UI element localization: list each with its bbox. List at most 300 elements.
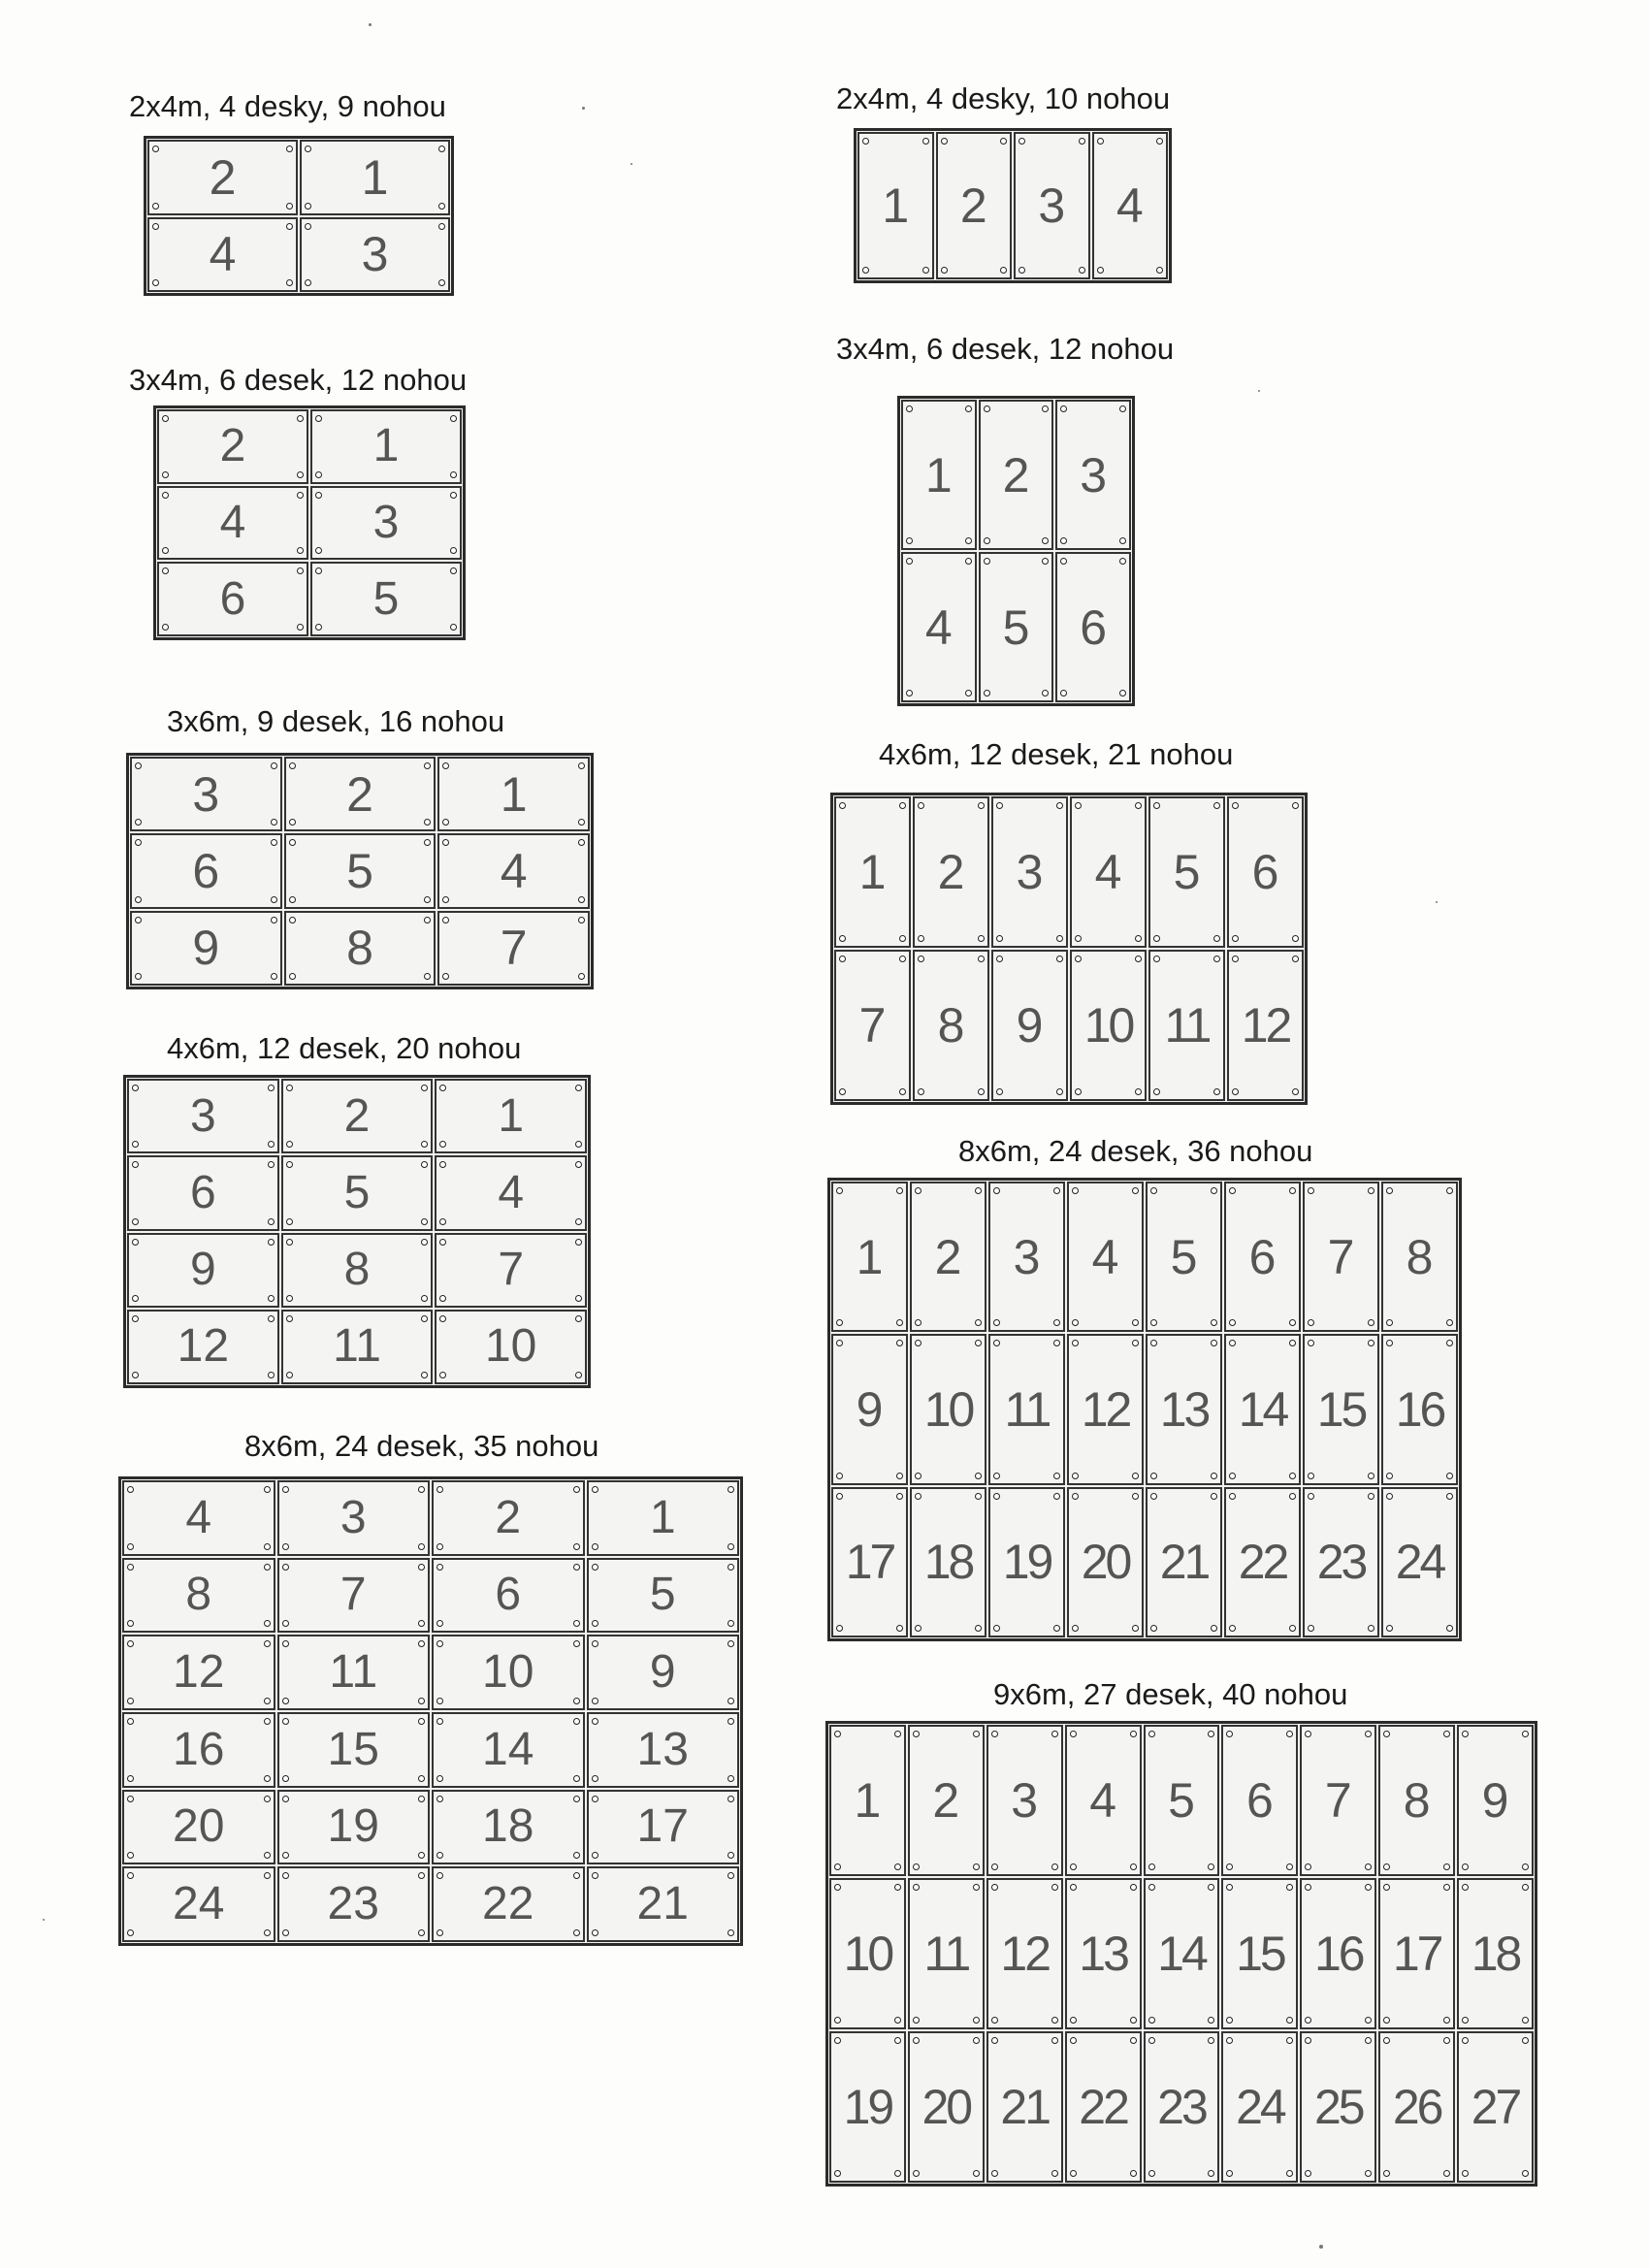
leg-marker-icon bbox=[418, 1564, 425, 1571]
leg-marker-icon bbox=[424, 973, 431, 980]
leg-marker-icon bbox=[1208, 1863, 1214, 1870]
leg-marker-icon bbox=[918, 1088, 924, 1095]
board-number: 3 bbox=[1080, 447, 1108, 502]
layout-title: 3x6m, 9 desek, 16 nohou bbox=[167, 704, 505, 738]
leg-marker-icon bbox=[1070, 1884, 1077, 1891]
leg-marker-icon bbox=[315, 567, 322, 574]
leg-marker-icon bbox=[282, 1640, 289, 1647]
leg-marker-icon bbox=[1070, 2017, 1077, 2024]
board-number: 17 bbox=[636, 1800, 689, 1853]
leg-marker-icon bbox=[1443, 2017, 1450, 2024]
board-number: 19 bbox=[843, 2080, 892, 2134]
leg-marker-icon bbox=[913, 2037, 920, 2044]
leg-marker-icon bbox=[899, 956, 906, 962]
board-number: 12 bbox=[1081, 1381, 1130, 1437]
leg-marker-icon bbox=[305, 203, 311, 210]
leg-marker-icon bbox=[1211, 1340, 1217, 1346]
leg-marker-icon bbox=[305, 279, 311, 286]
leg-marker-icon bbox=[1522, 2037, 1529, 2044]
leg-marker-icon bbox=[1226, 1731, 1233, 1737]
leg-marker-icon bbox=[439, 1295, 446, 1302]
stage-board bbox=[834, 950, 911, 1101]
board-number: 9 bbox=[856, 1381, 884, 1437]
leg-marker-icon bbox=[578, 819, 585, 826]
leg-marker-icon bbox=[268, 1372, 275, 1378]
leg-marker-icon bbox=[896, 1625, 903, 1632]
leg-marker-icon bbox=[436, 1620, 443, 1627]
leg-marker-icon bbox=[984, 690, 990, 697]
layout-diagram bbox=[897, 396, 1135, 706]
board-number: 6 bbox=[219, 572, 246, 625]
leg-marker-icon bbox=[1053, 1473, 1060, 1479]
leg-marker-icon bbox=[282, 1852, 289, 1859]
board-number: 6 bbox=[1080, 599, 1108, 655]
leg-marker-icon bbox=[978, 802, 985, 809]
leg-marker-icon bbox=[127, 1872, 134, 1879]
leg-marker-icon bbox=[162, 624, 169, 631]
leg-marker-icon bbox=[421, 1218, 428, 1225]
leg-marker-icon bbox=[442, 973, 449, 980]
leg-marker-icon bbox=[421, 1315, 428, 1322]
leg-marker-icon bbox=[1386, 1625, 1393, 1632]
leg-marker-icon bbox=[1292, 1088, 1299, 1095]
leg-marker-icon bbox=[1289, 1319, 1296, 1326]
stage-board bbox=[988, 1334, 1065, 1484]
leg-marker-icon bbox=[592, 1718, 598, 1725]
board-number: 3 bbox=[1011, 1773, 1039, 1828]
scan-speck bbox=[369, 23, 372, 26]
leg-marker-icon bbox=[1051, 2170, 1058, 2177]
leg-marker-icon bbox=[1226, 2170, 1233, 2177]
stage-board bbox=[979, 552, 1054, 702]
leg-marker-icon bbox=[862, 267, 869, 274]
stage-board bbox=[910, 1334, 986, 1484]
leg-marker-icon bbox=[439, 1372, 446, 1378]
board-number: 4 bbox=[219, 496, 246, 548]
leg-marker-icon bbox=[1365, 2017, 1372, 2024]
leg-marker-icon bbox=[915, 1625, 922, 1632]
leg-marker-icon bbox=[1462, 2037, 1469, 2044]
board-number: 1 bbox=[498, 1089, 525, 1142]
board-number: 10 bbox=[482, 1646, 534, 1699]
board-number: 12 bbox=[177, 1320, 230, 1373]
leg-marker-icon bbox=[978, 956, 985, 962]
stage-board bbox=[281, 1233, 434, 1308]
stage-board bbox=[435, 1155, 587, 1230]
leg-marker-icon bbox=[1130, 2037, 1137, 2044]
leg-marker-icon bbox=[436, 1929, 443, 1936]
leg-marker-icon bbox=[894, 2037, 901, 2044]
stage-board bbox=[991, 950, 1068, 1101]
leg-marker-icon bbox=[1383, 1863, 1390, 1870]
leg-marker-icon bbox=[271, 839, 277, 846]
leg-marker-icon bbox=[1042, 405, 1049, 412]
board-number: 16 bbox=[1313, 1927, 1363, 1981]
leg-marker-icon bbox=[918, 802, 924, 809]
leg-marker-icon bbox=[1072, 1493, 1079, 1500]
leg-marker-icon bbox=[1232, 956, 1239, 962]
board-number: 3 bbox=[1016, 845, 1044, 899]
leg-marker-icon bbox=[978, 1088, 985, 1095]
leg-marker-icon bbox=[592, 1564, 598, 1571]
leg-marker-icon bbox=[1386, 1187, 1393, 1194]
stage-board bbox=[1224, 1334, 1301, 1484]
board-number: 22 bbox=[1238, 1535, 1287, 1590]
leg-marker-icon bbox=[305, 146, 311, 152]
board-number: 1 bbox=[372, 420, 400, 472]
leg-marker-icon bbox=[575, 1315, 582, 1322]
stage-board bbox=[1378, 1878, 1455, 2029]
layout-diagram bbox=[854, 128, 1172, 283]
leg-marker-icon bbox=[1232, 935, 1239, 942]
leg-marker-icon bbox=[913, 2170, 920, 2177]
layout-title: 4x6m, 12 desek, 20 nohou bbox=[167, 1031, 522, 1065]
leg-marker-icon bbox=[991, 2017, 998, 2024]
leg-marker-icon bbox=[1386, 1340, 1393, 1346]
layout-diagram bbox=[126, 753, 594, 989]
board-number: 4 bbox=[924, 599, 953, 655]
board-number: 1 bbox=[858, 845, 887, 899]
leg-marker-icon bbox=[421, 1239, 428, 1246]
board-number: 5 bbox=[1173, 845, 1201, 899]
stage-board bbox=[432, 1480, 585, 1556]
leg-marker-icon bbox=[127, 1640, 134, 1647]
leg-marker-icon bbox=[418, 1872, 425, 1879]
layout-title: 8x6m, 24 desek, 35 nohou bbox=[244, 1429, 599, 1463]
leg-marker-icon bbox=[592, 1486, 598, 1493]
leg-marker-icon bbox=[1135, 802, 1142, 809]
stage-board bbox=[1065, 2031, 1142, 2183]
board-number: 2 bbox=[495, 1491, 522, 1543]
board-number: 7 bbox=[500, 921, 528, 976]
board-number: 24 bbox=[173, 1878, 225, 1930]
board-number: 9 bbox=[189, 1244, 216, 1296]
leg-marker-icon bbox=[1368, 1340, 1374, 1346]
leg-marker-icon bbox=[1305, 1731, 1311, 1737]
leg-marker-icon bbox=[127, 1775, 134, 1782]
leg-marker-icon bbox=[127, 1852, 134, 1859]
leg-marker-icon bbox=[984, 558, 990, 565]
leg-marker-icon bbox=[1213, 802, 1220, 809]
leg-marker-icon bbox=[592, 1852, 598, 1859]
leg-marker-icon bbox=[1232, 802, 1239, 809]
leg-marker-icon bbox=[442, 896, 449, 903]
leg-marker-icon bbox=[991, 1884, 998, 1891]
leg-marker-icon bbox=[573, 1564, 580, 1571]
leg-marker-icon bbox=[1462, 1731, 1469, 1737]
board-number: 3 bbox=[192, 766, 220, 822]
stage-board bbox=[1378, 2031, 1455, 2183]
leg-marker-icon bbox=[592, 1872, 598, 1879]
leg-marker-icon bbox=[993, 1493, 1000, 1500]
leg-marker-icon bbox=[592, 1640, 598, 1647]
stage-board bbox=[1303, 1182, 1379, 1332]
leg-marker-icon bbox=[135, 917, 142, 923]
stage-board bbox=[1144, 2031, 1220, 2183]
leg-marker-icon bbox=[268, 1315, 275, 1322]
stage-board bbox=[857, 132, 934, 279]
board-number: 1 bbox=[854, 1773, 882, 1828]
leg-marker-icon bbox=[913, 1884, 920, 1891]
leg-marker-icon bbox=[836, 1319, 843, 1326]
leg-marker-icon bbox=[1051, 2037, 1058, 2044]
leg-marker-icon bbox=[135, 973, 142, 980]
leg-marker-icon bbox=[1153, 956, 1160, 962]
leg-marker-icon bbox=[1042, 558, 1049, 565]
leg-marker-icon bbox=[1308, 1473, 1314, 1479]
leg-marker-icon bbox=[1462, 2017, 1469, 2024]
stage-board bbox=[277, 1558, 431, 1634]
stage-board bbox=[1227, 796, 1304, 948]
leg-marker-icon bbox=[913, 2017, 920, 2024]
stage-board bbox=[1381, 1334, 1458, 1484]
leg-marker-icon bbox=[162, 567, 169, 574]
scan-speck bbox=[1436, 901, 1438, 903]
board-number: 6 bbox=[189, 1166, 216, 1218]
board-number: 8 bbox=[1406, 1229, 1434, 1284]
leg-marker-icon bbox=[442, 762, 449, 769]
stage-board bbox=[284, 833, 436, 908]
leg-marker-icon bbox=[436, 1564, 443, 1571]
leg-marker-icon bbox=[993, 1625, 1000, 1632]
board-number: 1 bbox=[361, 149, 389, 205]
stage-board bbox=[157, 562, 308, 636]
stage-board bbox=[1224, 1182, 1301, 1332]
leg-marker-icon bbox=[941, 267, 948, 274]
leg-marker-icon bbox=[436, 1698, 443, 1704]
stage-board bbox=[432, 1790, 585, 1865]
board-number: 6 bbox=[192, 843, 220, 898]
leg-marker-icon bbox=[1208, 2017, 1214, 2024]
leg-marker-icon bbox=[1130, 1863, 1137, 1870]
leg-marker-icon bbox=[592, 1775, 598, 1782]
leg-marker-icon bbox=[1097, 138, 1104, 145]
leg-marker-icon bbox=[162, 547, 169, 554]
leg-marker-icon bbox=[899, 802, 906, 809]
board-number: 5 bbox=[1168, 1773, 1195, 1828]
leg-marker-icon bbox=[282, 1872, 289, 1879]
board-number: 8 bbox=[185, 1569, 212, 1621]
leg-marker-icon bbox=[152, 146, 159, 152]
board-number: 9 bbox=[1016, 998, 1044, 1053]
stage-board bbox=[936, 132, 1013, 279]
stage-board bbox=[991, 796, 1068, 948]
board-number: 22 bbox=[482, 1878, 534, 1930]
stage-board bbox=[1144, 1725, 1220, 1876]
leg-marker-icon bbox=[728, 1872, 734, 1879]
leg-marker-icon bbox=[162, 492, 169, 499]
board-number: 2 bbox=[932, 1773, 960, 1828]
leg-marker-icon bbox=[132, 1085, 139, 1091]
board-number: 11 bbox=[333, 1320, 381, 1373]
leg-marker-icon bbox=[1386, 1493, 1393, 1500]
board-number: 26 bbox=[1392, 2080, 1441, 2134]
board-number: 8 bbox=[937, 998, 965, 1053]
leg-marker-icon bbox=[1286, 1884, 1293, 1891]
leg-marker-icon bbox=[1308, 1493, 1314, 1500]
leg-marker-icon bbox=[315, 624, 322, 631]
board-number: 7 bbox=[1327, 1229, 1355, 1284]
leg-marker-icon bbox=[424, 819, 431, 826]
leg-marker-icon bbox=[1289, 1625, 1296, 1632]
leg-marker-icon bbox=[575, 1161, 582, 1168]
stage-board bbox=[829, 1725, 906, 1876]
board-number: 4 bbox=[1089, 1773, 1116, 1828]
leg-marker-icon bbox=[906, 690, 913, 697]
leg-marker-icon bbox=[268, 1085, 275, 1091]
leg-marker-icon bbox=[573, 1640, 580, 1647]
stage-board bbox=[587, 1790, 740, 1865]
stage-board bbox=[1221, 1878, 1298, 2029]
leg-marker-icon bbox=[268, 1218, 275, 1225]
leg-marker-icon bbox=[127, 1718, 134, 1725]
leg-marker-icon bbox=[578, 973, 585, 980]
leg-marker-icon bbox=[1060, 558, 1067, 565]
leg-marker-icon bbox=[1072, 1319, 1079, 1326]
stage-board bbox=[587, 1866, 740, 1942]
leg-marker-icon bbox=[286, 1372, 293, 1378]
leg-marker-icon bbox=[1119, 405, 1126, 412]
stage-board bbox=[587, 1558, 740, 1634]
leg-marker-icon bbox=[1365, 2170, 1372, 2177]
stage-board bbox=[901, 400, 977, 550]
board-number: 11 bbox=[329, 1646, 378, 1699]
stage-board bbox=[435, 1079, 587, 1153]
board-number: 24 bbox=[1395, 1535, 1444, 1590]
leg-marker-icon bbox=[1229, 1625, 1236, 1632]
leg-marker-icon bbox=[135, 819, 142, 826]
leg-marker-icon bbox=[1229, 1319, 1236, 1326]
leg-marker-icon bbox=[450, 471, 457, 478]
leg-marker-icon bbox=[418, 1775, 425, 1782]
board-number: 13 bbox=[636, 1723, 689, 1775]
leg-marker-icon bbox=[575, 1239, 582, 1246]
leg-marker-icon bbox=[271, 917, 277, 923]
leg-marker-icon bbox=[1383, 1731, 1390, 1737]
leg-marker-icon bbox=[1443, 1863, 1450, 1870]
leg-marker-icon bbox=[1365, 2037, 1372, 2044]
board-number: 15 bbox=[327, 1723, 379, 1775]
leg-marker-icon bbox=[573, 1929, 580, 1936]
leg-marker-icon bbox=[1383, 2017, 1390, 2024]
board-number: 14 bbox=[1238, 1381, 1287, 1437]
stage-board bbox=[157, 409, 308, 484]
leg-marker-icon bbox=[991, 2037, 998, 2044]
leg-marker-icon bbox=[127, 1564, 134, 1571]
leg-marker-icon bbox=[991, 1731, 998, 1737]
leg-marker-icon bbox=[1132, 1625, 1139, 1632]
leg-marker-icon bbox=[450, 624, 457, 631]
leg-marker-icon bbox=[286, 1315, 293, 1322]
leg-marker-icon bbox=[573, 1775, 580, 1782]
leg-marker-icon bbox=[418, 1620, 425, 1627]
leg-marker-icon bbox=[728, 1640, 734, 1647]
leg-marker-icon bbox=[1060, 405, 1067, 412]
leg-marker-icon bbox=[436, 1640, 443, 1647]
leg-marker-icon bbox=[834, 1731, 841, 1737]
leg-marker-icon bbox=[268, 1161, 275, 1168]
leg-marker-icon bbox=[1072, 1187, 1079, 1194]
leg-marker-icon bbox=[975, 1187, 982, 1194]
leg-marker-icon bbox=[975, 1493, 982, 1500]
stage-board bbox=[1221, 2031, 1298, 2183]
leg-marker-icon bbox=[268, 1239, 275, 1246]
leg-marker-icon bbox=[442, 917, 449, 923]
leg-marker-icon bbox=[1130, 2170, 1137, 2177]
board-number: 3 bbox=[372, 496, 400, 548]
leg-marker-icon bbox=[297, 415, 304, 422]
leg-marker-icon bbox=[1208, 1731, 1214, 1737]
leg-marker-icon bbox=[439, 1085, 446, 1091]
stage-board bbox=[300, 140, 450, 215]
leg-marker-icon bbox=[132, 1141, 139, 1148]
layout-title: 4x6m, 12 desek, 21 nohou bbox=[879, 737, 1234, 771]
leg-marker-icon bbox=[965, 690, 972, 697]
leg-marker-icon bbox=[1462, 2170, 1469, 2177]
leg-marker-icon bbox=[418, 1543, 425, 1550]
leg-marker-icon bbox=[592, 1698, 598, 1704]
leg-marker-icon bbox=[132, 1372, 139, 1378]
stage-board bbox=[277, 1480, 431, 1556]
leg-marker-icon bbox=[1053, 1625, 1060, 1632]
leg-marker-icon bbox=[592, 1929, 598, 1936]
leg-marker-icon bbox=[975, 1625, 982, 1632]
scan-speck bbox=[43, 1919, 45, 1921]
leg-marker-icon bbox=[1056, 956, 1063, 962]
leg-marker-icon bbox=[439, 1218, 446, 1225]
leg-marker-icon bbox=[1000, 267, 1007, 274]
leg-marker-icon bbox=[418, 1929, 425, 1936]
leg-marker-icon bbox=[436, 1718, 443, 1725]
leg-marker-icon bbox=[915, 1493, 922, 1500]
layout-diagram bbox=[118, 1476, 743, 1946]
leg-marker-icon bbox=[439, 1239, 446, 1246]
leg-marker-icon bbox=[1305, 1863, 1311, 1870]
leg-marker-icon bbox=[264, 1929, 271, 1936]
leg-marker-icon bbox=[896, 1473, 903, 1479]
leg-marker-icon bbox=[993, 1340, 1000, 1346]
stage-board bbox=[1055, 552, 1131, 702]
leg-marker-icon bbox=[1226, 1863, 1233, 1870]
board-number: 18 bbox=[1471, 1927, 1520, 1981]
leg-marker-icon bbox=[282, 1718, 289, 1725]
stage-board bbox=[1067, 1182, 1144, 1332]
leg-marker-icon bbox=[282, 1620, 289, 1627]
leg-marker-icon bbox=[315, 415, 322, 422]
leg-marker-icon bbox=[436, 1796, 443, 1802]
leg-marker-icon bbox=[1522, 2170, 1529, 2177]
leg-marker-icon bbox=[1056, 935, 1063, 942]
leg-marker-icon bbox=[918, 935, 924, 942]
leg-marker-icon bbox=[1213, 1088, 1220, 1095]
stage-board bbox=[122, 1635, 275, 1710]
leg-marker-icon bbox=[839, 1088, 846, 1095]
stage-board bbox=[284, 757, 436, 831]
board-number: 20 bbox=[922, 2080, 971, 2134]
board-number: 6 bbox=[1245, 1773, 1274, 1828]
leg-marker-icon bbox=[991, 2170, 998, 2177]
leg-marker-icon bbox=[1289, 1340, 1296, 1346]
stage-board bbox=[986, 2031, 1063, 2183]
stage-board bbox=[1092, 132, 1169, 279]
board-number: 24 bbox=[1236, 2080, 1284, 2134]
leg-marker-icon bbox=[297, 624, 304, 631]
leg-marker-icon bbox=[271, 896, 277, 903]
board-number: 3 bbox=[1038, 178, 1066, 233]
stage-board bbox=[1148, 950, 1225, 1101]
leg-marker-icon bbox=[1386, 1473, 1393, 1479]
stage-board bbox=[127, 1233, 279, 1308]
